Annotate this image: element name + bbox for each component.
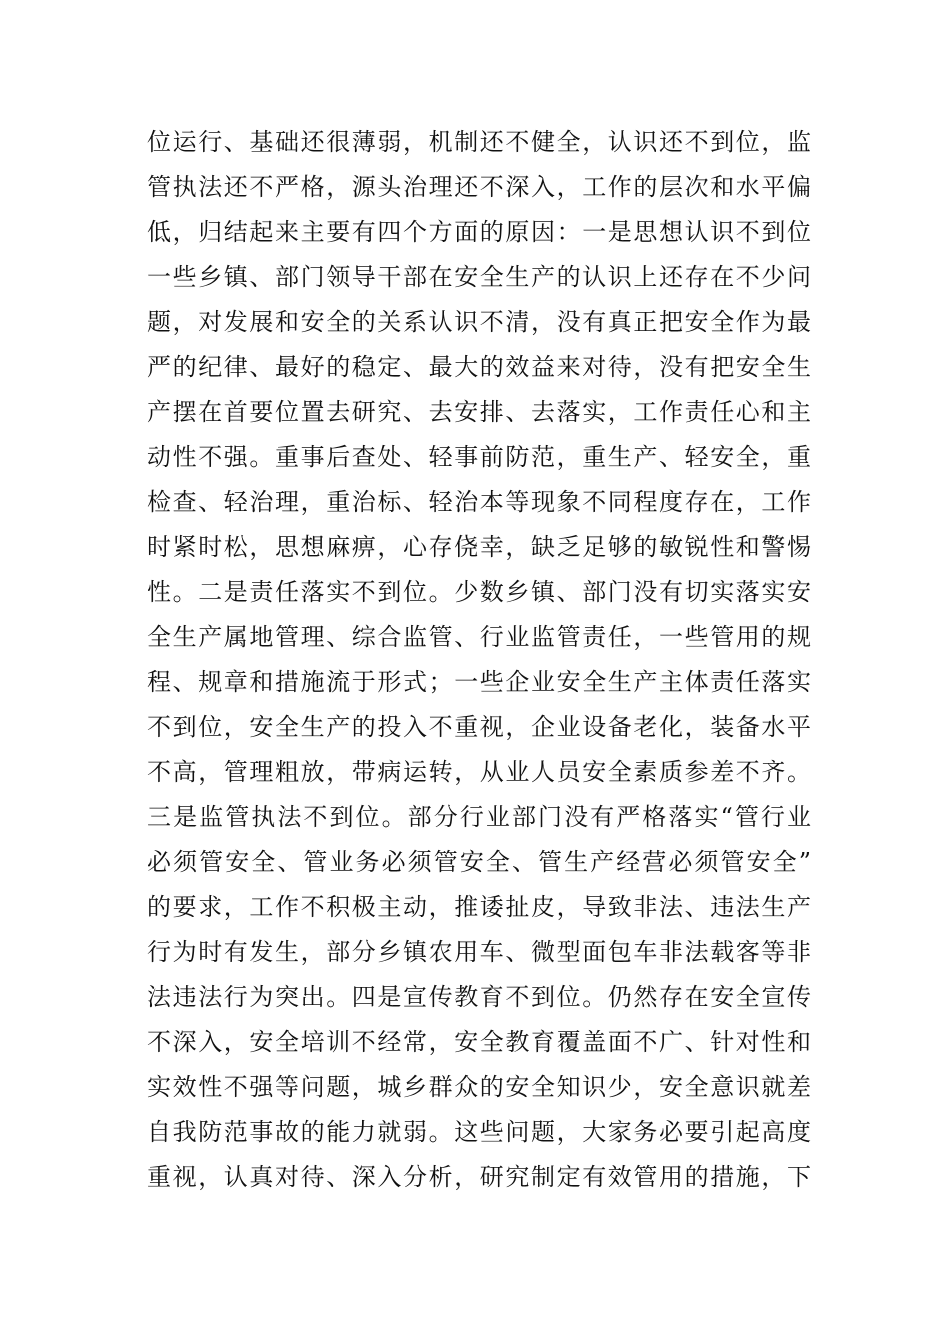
- text-line: 重视，认真对待、深入分析，研究制定有效管用的措施，下: [147, 1163, 811, 1191]
- text-line: 必须管安全、管业务必须管安全、管生产经营必须管安全”: [147, 848, 811, 876]
- text-line: 低，归结起来主要有四个方面的原因：一是思想认识不到位: [147, 218, 811, 246]
- text-line: 题，对发展和安全的关系认识不清，没有真正把安全作为最: [147, 308, 811, 336]
- text-line: 不深入，安全培训不经常，安全教育覆盖面不广、针对性和: [147, 1028, 811, 1056]
- text-line: 行为时有发生，部分乡镇农用车、微型面包车非法载客等非: [147, 938, 811, 966]
- text-line: 动性不强。重事后查处、轻事前防范，重生产、轻安全，重: [147, 443, 811, 471]
- body-text: [147, 122, 811, 1202]
- text-line: 性。二是责任落实不到位。少数乡镇、部门没有切实落实安: [147, 578, 811, 606]
- text-line: 程、规章和措施流于形式；一些企业安全生产主体责任落实: [147, 668, 811, 696]
- text-line: 位运行、基础还很薄弱，机制还不健全，认识还不到位，监: [147, 128, 811, 156]
- text-line: 时紧时松，思想麻痹，心存侥幸，缺乏足够的敏锐性和警惕: [147, 533, 811, 561]
- text-line: 实效性不强等问题，城乡群众的安全知识少，安全意识就差: [147, 1073, 811, 1101]
- text-line: 产摆在首要位置去研究、去安排、去落实，工作责任心和主: [147, 398, 811, 426]
- text-line: 不高，管理粗放，带病运转，从业人员安全素质参差不齐。: [147, 758, 811, 786]
- text-line: 检查、轻治理，重治标、轻治本等现象不同程度存在，工作: [147, 488, 811, 516]
- text-line: 严的纪律、最好的稳定、最大的效益来对待，没有把安全生: [147, 353, 811, 381]
- text-line: 的要求，工作不积极主动，推诿扯皮，导致非法、违法生产: [147, 893, 811, 921]
- text-line: 三是监管执法不到位。部分行业部门没有严格落实“管行业: [147, 803, 811, 831]
- text-line: 不到位，安全生产的投入不重视，企业设备老化，装备水平: [147, 713, 811, 741]
- text-line: 全生产属地管理、综合监管、行业监管责任，一些管用的规: [147, 623, 811, 651]
- text-line: 自我防范事故的能力就弱。这些问题，大家务必要引起高度: [147, 1118, 811, 1146]
- text-line: 法违法行为突出。四是宣传教育不到位。仍然存在安全宣传: [147, 983, 811, 1011]
- text-line: 一些乡镇、部门领导干部在安全生产的认识上还存在不少问: [147, 263, 811, 291]
- text-line: 管执法还不严格，源头治理还不深入，工作的层次和水平偏: [147, 173, 811, 201]
